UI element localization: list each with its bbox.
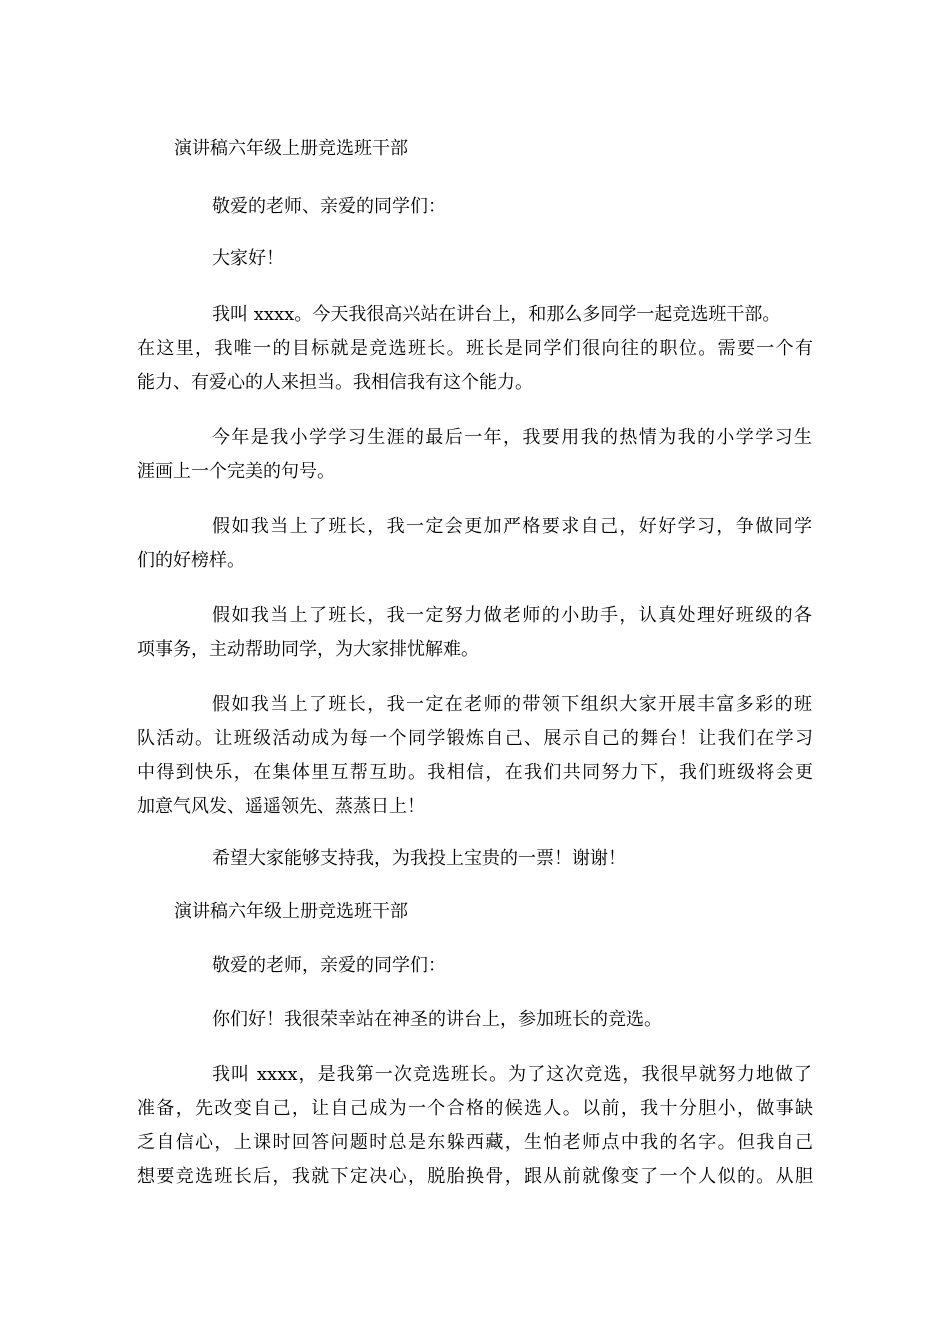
paragraph-line: 中得到快乐，在集体里互帮互助。我相信，在我们共同努力下，我们班级将会更 <box>137 762 813 783</box>
paragraph-line: 涯画上一个完美的句号。 <box>137 461 335 482</box>
paragraph-line: 今年是我小学学习生涯的最后一年，我要用我的热情为我的小学学习生 <box>212 427 812 448</box>
closing-line: 希望大家能够支持我，为我投上宝贵的一票！谢谢！ <box>212 848 626 869</box>
greeting-line: 敬爱的老师，亲爱的同学们： <box>212 955 446 976</box>
paragraph-line: 假如我当上了班长，我一定在老师的带领下组织大家开展丰富多彩的班 <box>212 694 812 715</box>
paragraph-line: 我叫 xxxx，是我第一次竞选班长。为了这次竞选，我很早就努力地做了 <box>212 1064 812 1085</box>
paragraph-line: 队活动。让班级活动成为每一个同学锻炼自己、展示自己的舞台！让我们在学习 <box>137 728 813 749</box>
paragraph-line: 我叫 xxxx。今天我很高兴站在讲台上，和那么多同学一起竞选班干部。 <box>212 304 781 325</box>
paragraph-line: 在这里，我唯一的目标就是竞选班长。班长是同学们很向往的职位。需要一个有 <box>137 338 813 359</box>
hello-line: 大家好！ <box>212 248 284 269</box>
paragraph-line: 能力、有爱心的人来担当。我相信我有这个能力。 <box>137 372 533 393</box>
hello-line: 你们好！我很荣幸站在神圣的讲台上，参加班长的竞选。 <box>212 1009 662 1030</box>
document-title: 演讲稿六年级上册竞选班干部 <box>174 901 408 922</box>
paragraph-line: 项事务，主动帮助同学，为大家排忧解难。 <box>137 639 479 660</box>
paragraph-line: 们的好榜样。 <box>137 550 245 571</box>
paragraph-line: 准备，先改变自己，让自己成为一个合格的候选人。以前，我十分胆小，做事缺 <box>137 1098 813 1119</box>
paragraph-line: 假如我当上了班长，我一定努力做老师的小助手，认真处理好班级的各 <box>212 605 812 626</box>
document-title: 演讲稿六年级上册竞选班干部 <box>174 138 408 159</box>
paragraph-line: 加意气风发、遥遥领先、蒸蒸日上！ <box>137 796 425 817</box>
paragraph-line: 乏自信心，上课时回答问题时总是东躲西藏，生怕老师点中我的名字。但我自己 <box>137 1132 813 1153</box>
paragraph-line: 想要竞选班长后，我就下定决心，脱胎换骨，跟从前就像变了一个人似的。从胆 <box>137 1166 813 1187</box>
paragraph-line: 假如我当上了班长，我一定会更加严格要求自己，好好学习，争做同学 <box>212 516 812 537</box>
greeting-line: 敬爱的老师、亲爱的同学们： <box>212 196 446 217</box>
